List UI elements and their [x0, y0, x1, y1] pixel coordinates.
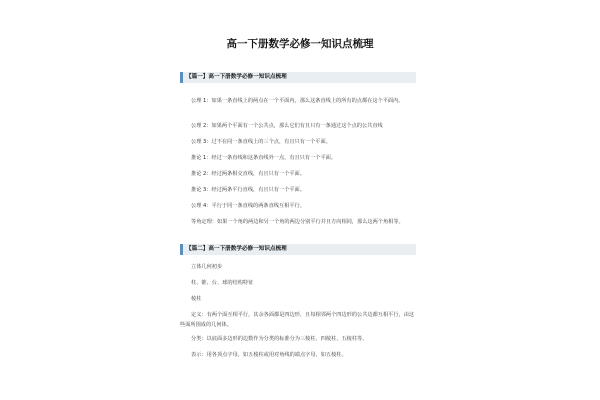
document-title: 高一下册数学必修一知识点梳理 — [226, 38, 374, 50]
paragraph-axiom-1: 公理 1：如果一条直线上的两点在一个平面内，那么这条直线上的所有的点都在这个平面内。 — [191, 98, 404, 104]
paragraph-prism-classification: 分类：以底面多边形的边数作为分类的标准分为三棱柱、四棱柱、五棱柱等。 — [191, 336, 368, 342]
paragraph-axiom-3: 公理 3：过不在同一条直线上的三个点，有且只有一个平面。 — [191, 139, 331, 145]
paragraph-equal-angle-theorem: 等角定理：如果一个角的两边和另一个角的两边分别平行并且方向相同，那么这两个角相等。 — [191, 219, 404, 225]
paragraph-prism-notation: 表示：用各顶点字母，如五棱柱或用对角线的端点字母，如五棱柱。 — [191, 352, 347, 358]
section-heading-1: 【篇一】高一下册数学必修一知识点梳理 — [180, 72, 416, 83]
paragraph-prism-definition: 定义：有两个面互相平行，其余各面都是四边形，且每相邻两个四边形的公共边都互相平行，由这些面所围成的几何体。 — [180, 312, 415, 328]
paragraph-structure-features: 柱、锥、台、球的结构特征 — [191, 280, 254, 286]
paragraph-corollary-2: 推论 2：经过两条相交直线，有且只有一个平面。 — [191, 171, 305, 177]
paragraph-axiom-4: 公理 4：平行于同一条直线的两条直线互相平行。 — [191, 203, 305, 209]
paragraph-prism-heading: 棱柱 — [191, 296, 202, 302]
paragraph-axiom-2: 公理 2：如果两个平面有一个公共点，那么它们有且只有一条通过这个点的公共直线 — [191, 123, 383, 129]
paragraph-corollary-1: 推论 1：经过一条直线和这条直线外一点，有且只有一个平面。 — [191, 155, 337, 161]
paragraph-solid-geometry: 立体几何初步 — [191, 264, 223, 270]
paragraph-corollary-3: 推论 3：经过两条平行直线，有且只有一个平面。 — [191, 187, 305, 193]
section-heading-2: 【篇二】高一下册数学必修一知识点梳理 — [180, 244, 416, 255]
